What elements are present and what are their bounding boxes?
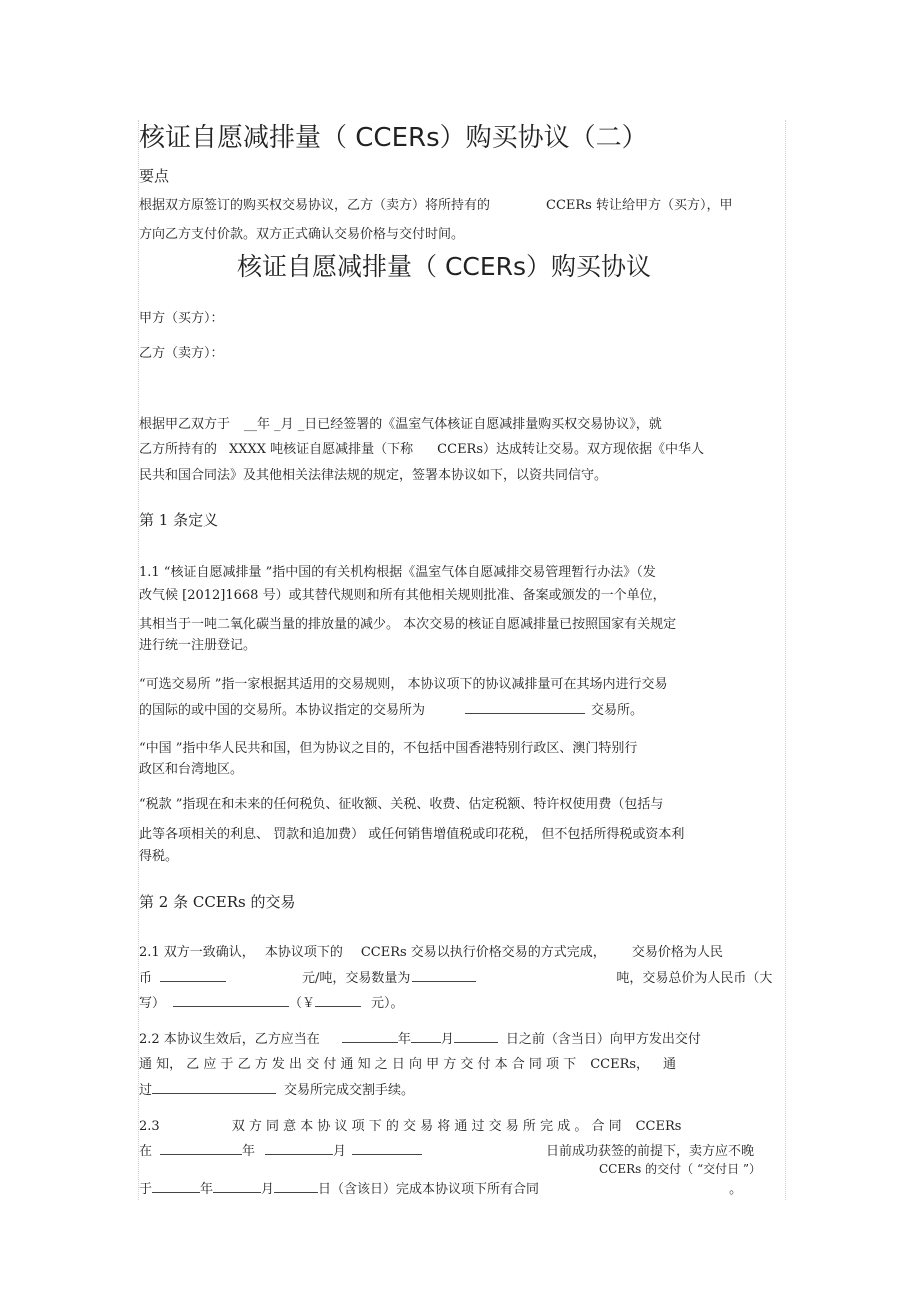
- definition-line: 改气候 [2012]1668 号）或其替代规则和所有其他相关规则批准、备案或颁发的一个单位，: [139, 588, 666, 603]
- document-title: 核证自愿减排量（ CCERs）购买协议（二）: [139, 123, 648, 153]
- settlement-exchange-blank: [152, 1081, 276, 1094]
- clause-2-1-line: 写） （￥ 元）。: [139, 996, 404, 1011]
- definition-line: 进行统一注册登记。: [139, 638, 257, 653]
- final-year-blank: [152, 1180, 200, 1193]
- definition-line: 政区和台湾地区。: [139, 762, 244, 777]
- definition-line: “可选交易所 ”指一家根据其适用的交易规则， 本协议项下的协议减排量可在其场内进行交易: [139, 677, 668, 692]
- preamble-line: 民共和国合同法》及其他相关法律法规的规定，签署本协议如下，以资共同信守。: [139, 468, 608, 483]
- clause-2-1-line: 2.1 双方一致确认， 本协议项下的 CCERs 交易以执行价格交易的方式完成， 交易价格为人民: [139, 945, 723, 960]
- clause-2-1-line: 币 元/吨，交易数量为 吨，交易总价为人民币（大: [139, 971, 773, 986]
- quantity-blank: [412, 969, 476, 982]
- preamble-line: 乙方所持有的 XXXX 吨核证自愿减排量（下称 CCERs）达成转让交易。双方现依据《中华人: [139, 442, 705, 457]
- exchange-name-blank: [465, 701, 585, 714]
- definition-line: 其相当于一吨二氧化碳当量的排放量的减少。 本次交易的核证自愿减排量已按照国家有关规定: [139, 617, 677, 632]
- definition-line: “中国 ”指中华人民共和国，但为协议之目的，不包括中国香港特别行政区、澳门特别行: [139, 741, 638, 756]
- definition-line: 的国际的或中国的交易所。本协议指定的交易所为 交易所。: [139, 703, 644, 718]
- clause-2-3-line: CCERs 的交付（ “交付日 ”）: [599, 1162, 762, 1176]
- definition-line: 1.1 “核证自愿减排量 ”指中国的有关机构根据《温室气体自愿减排交易管理暂行办法》（发: [139, 565, 656, 580]
- clause-2-2-line: 2.2 本协议生效后，乙方应当在 年 月 日之前（含当日）向甲方发出交付: [139, 1032, 701, 1047]
- unit-price-blank: [160, 969, 226, 982]
- clause-2-2-line: 过 交易所完成交割手续。: [139, 1083, 415, 1098]
- party-a-label: 甲方（买方）：: [139, 311, 224, 326]
- total-price-blank: [315, 994, 361, 1007]
- article-1-heading: 第 1 条定义: [139, 511, 219, 529]
- clause-2-3-line: 在 年 月 日前成功获签的前提下，卖方应不晚: [139, 1144, 755, 1159]
- sign-year-blank: [160, 1142, 242, 1155]
- total-price-words-blank: [173, 994, 289, 1007]
- summary-line: 方向乙方支付价款。双方正式确认交易价格与交付时间。: [139, 227, 465, 242]
- clause-2-3-line: 于 年 月 日（含该日）完成本协议项下所有合同 。: [139, 1182, 743, 1197]
- agreement-title: 核证自愿减排量（ CCERs）购买协议: [237, 252, 652, 281]
- party-b-label: 乙方（卖方）：: [139, 346, 224, 361]
- final-day-blank: [274, 1180, 318, 1193]
- definition-line: “税款 ”指现在和未来的任何税负、征收额、关税、收费、估定税额、特许权使用费（包括与: [139, 797, 664, 812]
- summary-heading: 要点: [139, 167, 170, 185]
- clause-2-2-line: 通 知， 乙 应 于 乙 方 发 出 交 付 通 知 之 日 向 甲 方 交 付 本 合 同 项 下 CCERs， 通: [139, 1057, 677, 1072]
- delivery-day-blank: [454, 1030, 498, 1043]
- delivery-month-blank: [411, 1030, 441, 1043]
- sign-month-blank: [265, 1142, 333, 1155]
- summary-line: 根据双方原签订的购买权交易协议，乙方（卖方）将所持有的 CCERs 转让给甲方（买方），甲: [139, 198, 733, 213]
- document-page: [138, 120, 786, 1200]
- preamble-line: 根据甲乙双方于 __年 _月 _日已经签署的《温室气体核证自愿减排量购买权交易协议》，就: [139, 417, 662, 432]
- delivery-year-blank: [342, 1030, 398, 1043]
- sign-day-blank: [352, 1142, 422, 1155]
- final-month-blank: [213, 1180, 261, 1193]
- definition-line: 此等各项相关的利息、 罚款和追加费） 或任何销售增值税或印花税， 但不包括所得税或资本利: [139, 827, 685, 842]
- clause-2-3-line: 2.3 双 方 同 意 本 协 议 项 下 的 交 易 将 通 过 交 易 所 完 成 。 合 同 CCERs: [139, 1119, 682, 1134]
- definition-line: 得税。: [139, 849, 179, 864]
- article-2-heading: 第 2 条 CCERs 的交易: [139, 893, 296, 911]
